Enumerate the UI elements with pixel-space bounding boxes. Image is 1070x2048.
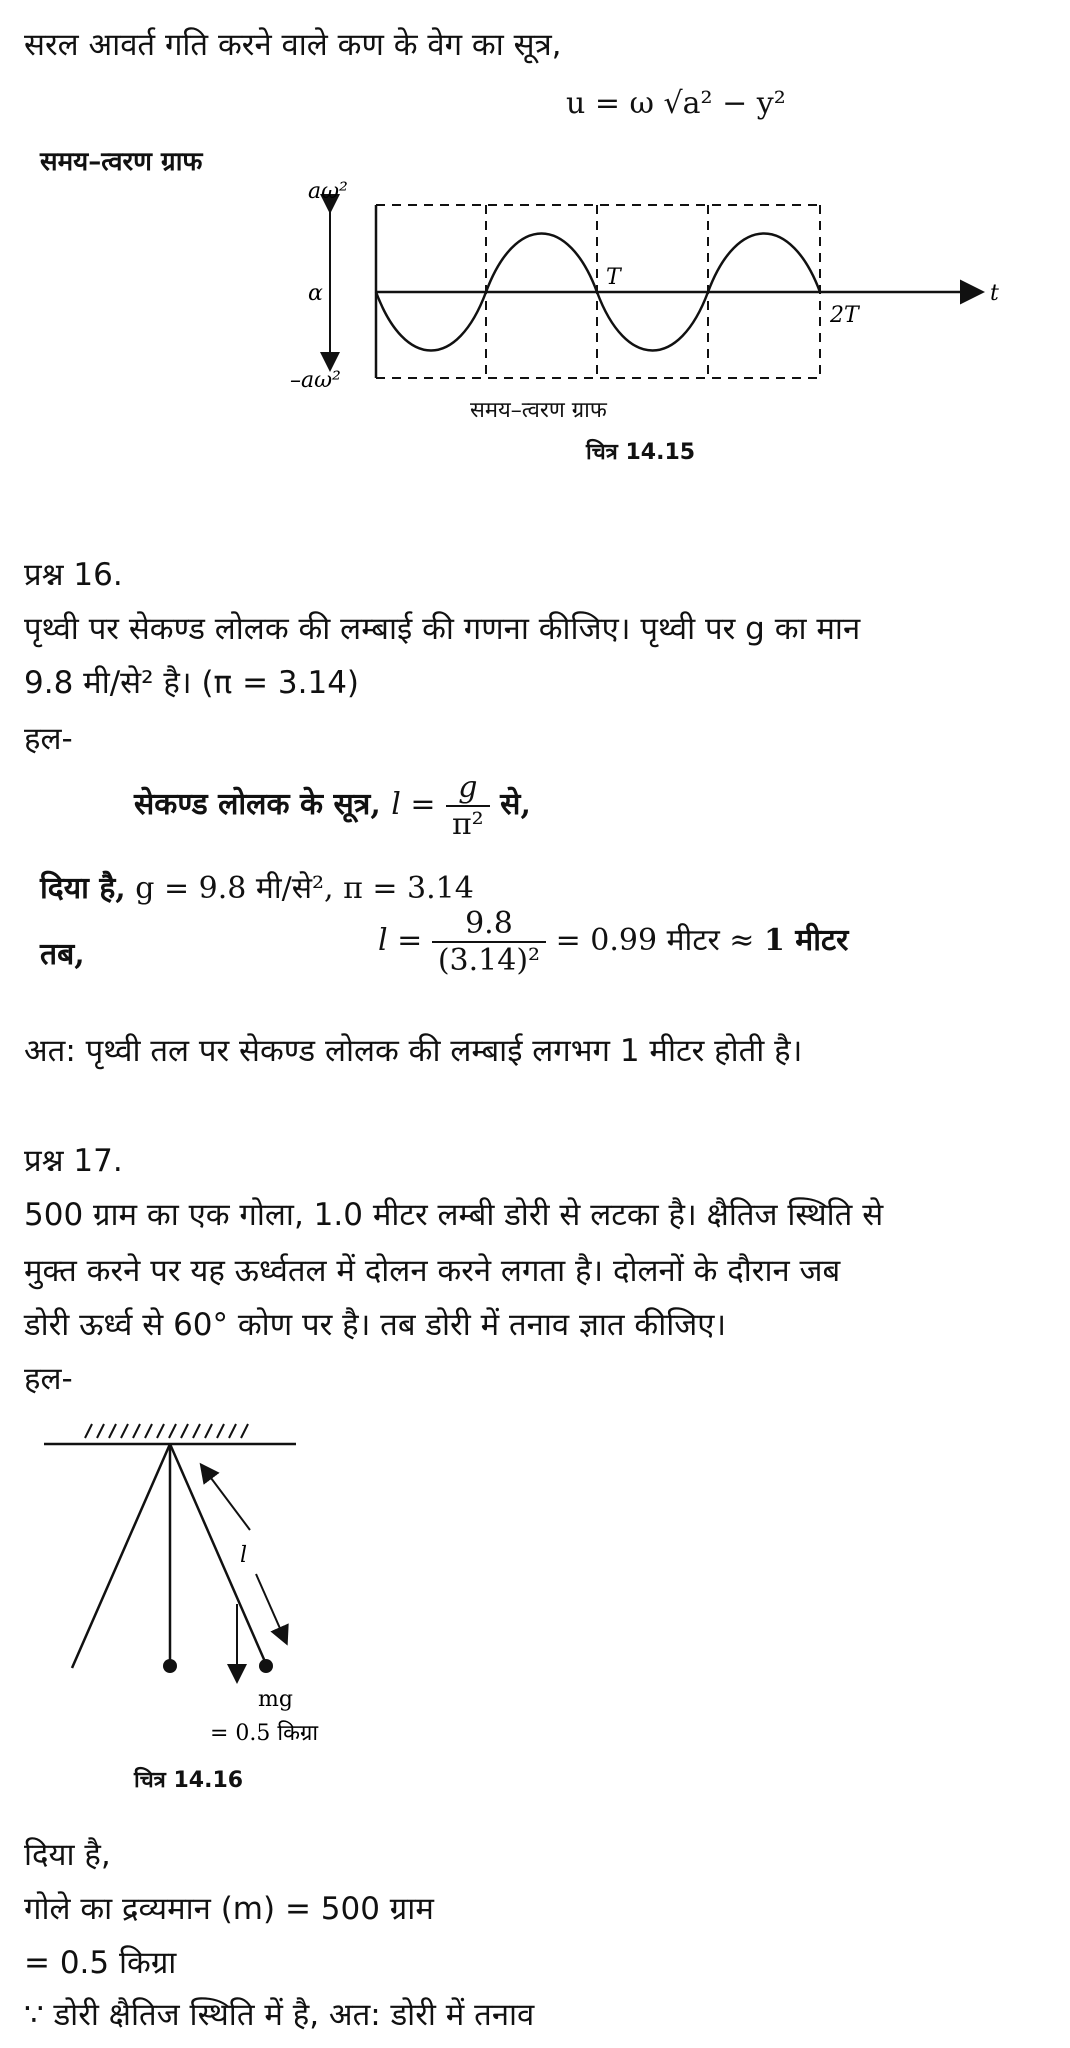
y-axis-label: α: [308, 281, 323, 306]
q17-question-line1: 500 ग्राम का एक गोला, 1.0 मीटर लम्बी डोरी से लटका है। क्षैतिज स्थिति से: [24, 1197, 884, 1233]
q16-question-line2: 9.8 मी/से² है। (π = 3.14): [24, 665, 360, 701]
sol-formula-tail: से,: [500, 787, 531, 822]
q16-solution-line2: [40, 866, 474, 907]
length-arrow-down: [256, 1574, 286, 1642]
figure-caption-14-15: चित्र 14.15: [586, 440, 696, 465]
mass-label: = 0.5 किग्रा: [210, 1721, 319, 1746]
sol-formula-lhs: l =: [391, 787, 436, 822]
mass-kg-line: = 0.5 किग्रा: [24, 1945, 177, 1981]
calc-fraction: [432, 906, 546, 978]
calc-den: (3.14)²: [437, 943, 541, 978]
y-bottom-label: –aω²: [290, 368, 341, 393]
q17-number: प्रश्न 17.: [24, 1143, 123, 1179]
q16-number: प्रश्न 16.: [24, 557, 123, 593]
sol-formula-fraction: [446, 770, 490, 842]
calc-lhs: l =: [378, 923, 423, 958]
given-values: g = 9.8 मी/से², π = 3.14: [135, 871, 474, 906]
given-heading: दिया है,: [24, 1837, 111, 1873]
ceiling-hatch: [85, 1424, 248, 1438]
figure-caption-14-16: चित्र 14.16: [134, 1768, 244, 1793]
tension-line: ∵ डोरी क्षैतिज स्थिति में है, अत: डोरी में तनाव: [24, 1997, 535, 2033]
time-acceleration-graph: [290, 180, 1010, 410]
bob-vertical: [163, 1659, 177, 1673]
pendulum-figure: [30, 1410, 360, 1750]
string-left: [72, 1444, 170, 1668]
q16-conclusion: अत: पृथ्वी तल पर सेकण्ड लोलक की लम्बाई लगभग 1 मीटर होती है।: [24, 1033, 803, 1069]
y-top-label: aω²: [308, 180, 348, 204]
calc-num: 9.8: [432, 906, 546, 943]
frac-den: π²: [451, 807, 484, 842]
q17-hal: हल-: [24, 1361, 73, 1397]
x-axis-label: t: [990, 281, 999, 306]
frac-num: g: [458, 770, 478, 805]
graph-subcaption: समय–त्वरण ग्राफ: [470, 398, 607, 423]
q17-question-line3: डोरी ऊर्ध्व से 60° कोण पर है। तब डोरी में तनाव ज्ञात कीजिए।: [24, 1307, 727, 1343]
given-label: दिया है,: [40, 871, 126, 906]
q16-solution-line3: [378, 906, 848, 978]
calc-result: = 0.99 मीटर ≈: [555, 923, 755, 958]
q16-solution-line1: [134, 770, 531, 842]
length-label: l: [240, 1543, 248, 1568]
sol-formula-text: सेकण्ड लोलक के सूत्र,: [134, 787, 381, 822]
velocity-formula: u = ω √a² − y²: [566, 86, 786, 121]
q16-question-line1: पृथ्वी पर सेकण्ड लोलक की लम्बाई की गणना कीजिए। पृथ्वी पर g का मान: [24, 611, 861, 647]
calc-final: 1 मीटर: [763, 923, 849, 958]
tick-2T-label: 2T: [830, 303, 859, 328]
intro-text: सरल आवर्त गति करने वाले कण के वेग का सूत्र,: [24, 27, 562, 63]
weight-label: mg: [258, 1687, 293, 1712]
bob-deflected: [259, 1659, 273, 1673]
mass-line: गोले का द्रव्यमान (m) = 500 ग्राम: [24, 1891, 434, 1927]
length-arrow-up: [202, 1466, 250, 1530]
graph-heading: समय–त्वरण ग्राफ: [40, 147, 203, 177]
tick-T-label: T: [606, 265, 621, 290]
q17-question-line2: मुक्त करने पर यह ऊर्ध्वतल में दोलन करने लगता है। दोलनों के दौरान जब: [24, 1253, 841, 1289]
q16-hal: हल-: [24, 721, 73, 757]
q16-solution-line3-label: तब,: [40, 937, 85, 972]
string-deflected: [170, 1444, 266, 1664]
